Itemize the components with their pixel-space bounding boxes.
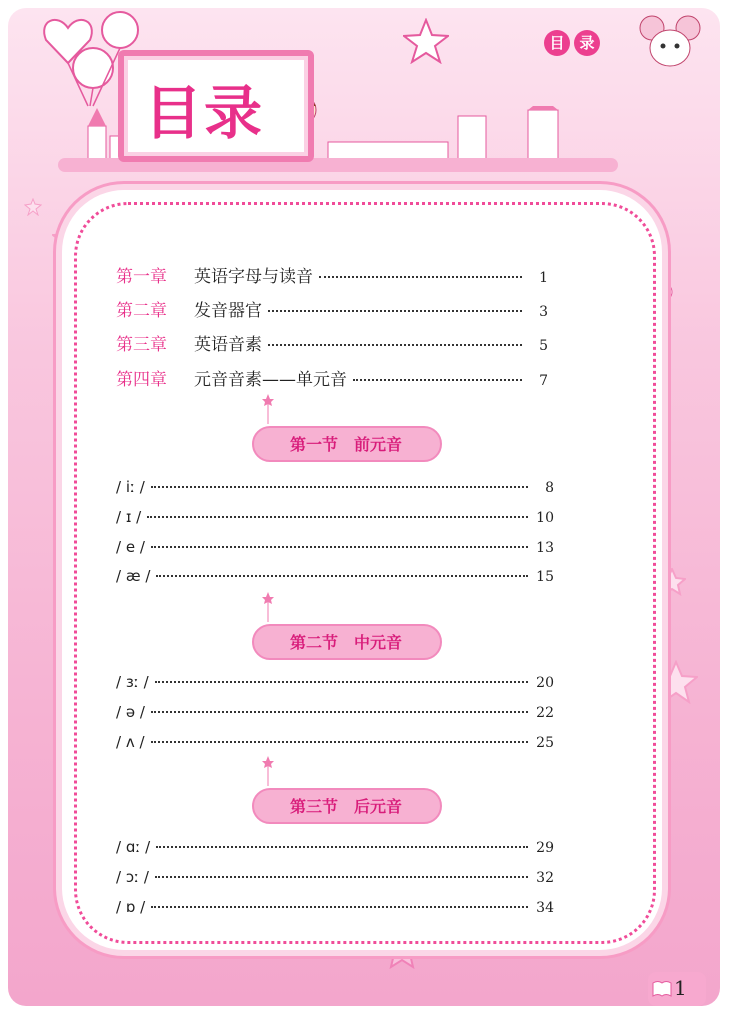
page-number: 15 [536,569,554,585]
star-icon [403,18,449,64]
dot-leader [151,906,528,908]
page-number: 7 [539,373,548,389]
chapter-title: 元音音素——单元音 [194,370,347,390]
toc-item-row[interactable] [116,868,554,886]
star-wand-icon [262,756,274,786]
toc-chapter-row[interactable] [116,365,548,390]
phonetic-symbol: / ɒ / [116,898,146,916]
phonetic-symbol: / ʌ / [116,733,145,751]
page-number: 3 [539,304,548,320]
star-icon [658,568,686,596]
mouse-icon [636,14,706,78]
page-number: 20 [536,675,554,691]
page-number: 29 [536,840,554,856]
section-label: 第三节 后元音 [289,797,402,816]
dot-leader [353,379,522,381]
page-number-badge [648,972,706,1006]
chapter-title: 英语字母与读音 [194,267,313,287]
toc-item-row[interactable] [116,703,554,721]
page-number: 13 [536,540,554,556]
chapter-number: 第二章 [116,301,167,321]
phonetic-symbol: / ɜː / [116,673,149,691]
dot-leader [156,575,528,577]
dot-leader [268,310,522,312]
title-board [118,50,314,162]
star-icon [24,198,42,216]
section-banner [242,782,472,826]
footer-page-number: 1 [674,976,687,1000]
toc-item-row[interactable] [116,538,554,556]
dot-leader [151,486,528,488]
chapter-title: 英语音素 [194,335,262,355]
phonetic-symbol: / e / [116,538,145,556]
toc-chapter-row[interactable] [116,262,548,287]
phonetic-symbol: / ɑː / [116,838,151,856]
toc-item-row[interactable] [116,567,554,585]
page-number: 10 [536,510,554,526]
section-banner [242,420,472,464]
page-number: 32 [536,870,554,886]
book-icon [652,980,672,998]
corner-title [544,30,600,56]
phonetic-symbol: / æ / [116,567,151,585]
toc-item-row[interactable] [116,898,554,916]
chapter-number: 第一章 [116,267,167,287]
chapter-title: 发音器官 [194,301,262,321]
corner-title-char-2: 录 [574,30,600,56]
section-label: 第一节 前元音 [289,435,402,454]
section-banner [242,618,472,662]
star-wand-icon [262,592,274,622]
page-number: 1 [539,270,548,286]
page-number: 34 [536,900,554,916]
toc-item-row[interactable] [116,673,554,691]
toc-chapter-row[interactable] [116,296,548,321]
phonetic-symbol: / ə / [116,703,145,721]
toc-item-row[interactable] [116,478,554,496]
dot-leader [151,741,528,743]
toc-item-row[interactable] [116,508,554,526]
page-number: 22 [536,705,554,721]
phonetic-symbol: / ɔː / [116,868,149,886]
page-number: 8 [545,480,554,496]
dot-leader [155,681,528,683]
chapter-number: 第三章 [116,335,167,355]
dot-leader [151,711,528,713]
dot-leader [268,344,522,346]
toc-chapter-row[interactable] [116,330,548,355]
chapter-number: 第四章 [116,370,167,390]
page-number: 25 [536,735,554,751]
star-wand-icon [262,394,274,424]
page-number: 5 [539,338,548,354]
toc-item-row[interactable] [116,838,554,856]
toc-item-row[interactable] [116,733,554,751]
dot-leader [319,276,522,278]
phonetic-symbol: / ɪ / [116,508,142,526]
section-label: 第二节 中元音 [289,633,402,652]
page-title: 目录 [144,79,265,147]
corner-title-char-1: 目 [544,30,570,56]
dot-leader [151,546,528,548]
dot-leader [155,876,528,878]
phonetic-symbol: / iː / [116,478,145,496]
dot-leader [156,846,528,848]
dot-leader [147,516,528,518]
